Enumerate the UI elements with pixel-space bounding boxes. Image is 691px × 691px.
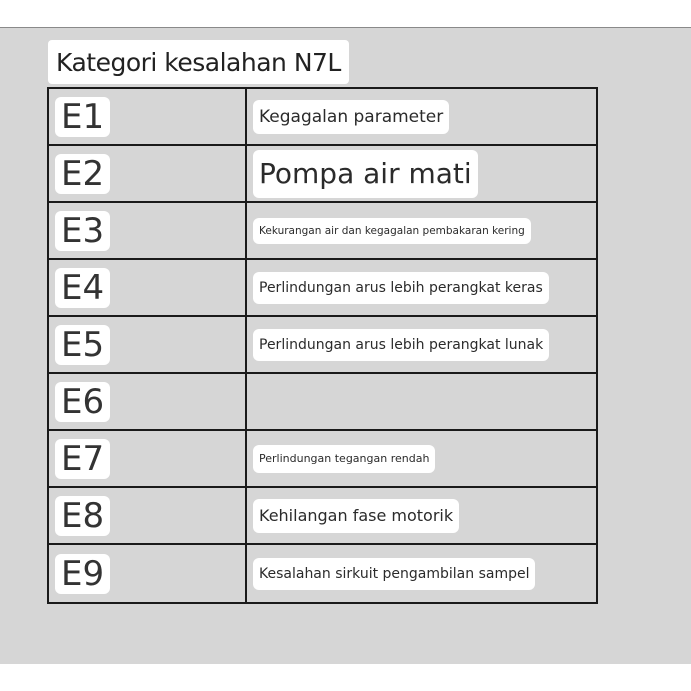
error-code: E8 <box>55 496 110 536</box>
code-cell <box>49 146 247 203</box>
description-cell <box>247 203 596 260</box>
error-code: E6 <box>55 382 110 422</box>
error-code: E9 <box>55 554 110 594</box>
error-description: Pompa air mati <box>253 150 478 198</box>
error-description: Kehilangan fase motorik <box>253 499 459 533</box>
error-description: Perlindungan arus lebih perangkat keras <box>253 272 549 304</box>
error-description: Kesalahan sirkuit pengambilan sampel <box>253 558 535 590</box>
code-cell <box>49 488 247 545</box>
description-cell <box>247 488 596 545</box>
code-cell <box>49 317 247 374</box>
error-description: Perlindungan arus lebih perangkat lunak <box>253 329 549 361</box>
description-cell <box>247 89 596 146</box>
code-cell <box>49 260 247 317</box>
description-cell <box>247 374 596 431</box>
error-code: E3 <box>55 211 110 251</box>
code-cell <box>49 374 247 431</box>
error-description: Perlindungan tegangan rendah <box>253 445 435 473</box>
error-code: E5 <box>55 325 110 365</box>
description-cell <box>247 545 596 602</box>
description-cell <box>247 260 596 317</box>
code-cell <box>49 203 247 260</box>
error-code: E4 <box>55 268 110 308</box>
error-code: E2 <box>55 154 110 194</box>
error-description: Kekurangan air dan kegagalan pembakaran kering <box>253 218 531 244</box>
code-cell <box>49 89 247 146</box>
document-title: Kategori kesalahan N7L <box>48 40 349 84</box>
description-cell <box>247 317 596 374</box>
error-description: Kegagalan parameter <box>253 100 449 134</box>
error-code: E1 <box>55 97 110 137</box>
error-code: E7 <box>55 439 110 479</box>
code-cell <box>49 545 247 602</box>
error-code-table <box>47 87 598 604</box>
description-cell <box>247 146 596 203</box>
description-cell <box>247 431 596 488</box>
code-cell <box>49 431 247 488</box>
